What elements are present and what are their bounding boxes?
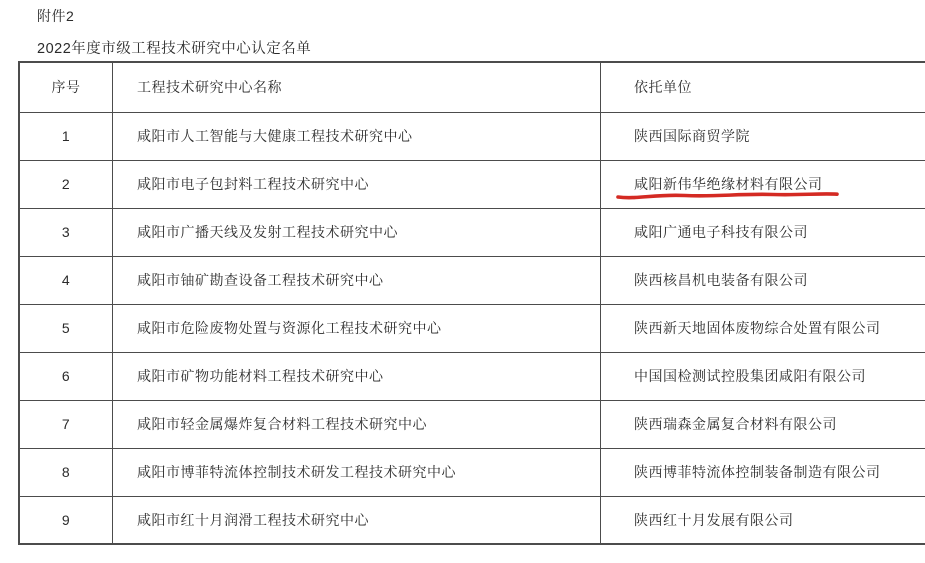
row-number-cell: 3: [19, 208, 113, 256]
table-row: [19, 160, 925, 208]
table-row: [19, 112, 925, 160]
table-row: [19, 400, 925, 448]
unit-cell: 陕西瑞森金属复合材料有限公司: [601, 400, 925, 448]
center-name-cell: 咸阳市红十月润滑工程技术研究中心: [113, 496, 601, 544]
research-center-table: [18, 61, 925, 545]
page-title: 2022年度市级工程技术研究中心认定名单: [37, 41, 312, 57]
table-row: [19, 304, 925, 352]
center-name-cell: 咸阳市博菲特流体控制技术研发工程技术研究中心: [113, 448, 601, 496]
row-number-cell: 7: [19, 400, 113, 448]
row-number-cell: 5: [19, 304, 113, 352]
unit-cell: [601, 160, 925, 208]
table-row: [19, 448, 925, 496]
header-center-name: 工程技术研究中心名称: [113, 62, 601, 112]
table-row: [19, 352, 925, 400]
row-number-cell: 4: [19, 256, 113, 304]
table-row: [19, 208, 925, 256]
center-name-cell: 咸阳市人工智能与大健康工程技术研究中心: [113, 112, 601, 160]
center-name-cell: 咸阳市电子包封料工程技术研究中心: [113, 160, 601, 208]
center-name-cell: 咸阳市危险废物处置与资源化工程技术研究中心: [113, 304, 601, 352]
center-name-cell: 咸阳市矿物功能材料工程技术研究中心: [113, 352, 601, 400]
row-number-cell: 1: [19, 112, 113, 160]
center-name-cell: 咸阳市轻金属爆炸复合材料工程技术研究中心: [113, 400, 601, 448]
table-row: [19, 256, 925, 304]
unit-cell: 中国国检测试控股集团咸阳有限公司: [601, 352, 925, 400]
attachment-label: 附件2: [37, 8, 75, 24]
unit-cell: 陕西新天地固体废物综合处置有限公司: [601, 304, 925, 352]
row-number-cell: 9: [19, 496, 113, 544]
unit-cell: 陕西红十月发展有限公司: [601, 496, 925, 544]
center-name-cell: 咸阳市广播天线及发射工程技术研究中心: [113, 208, 601, 256]
row-number-cell: 8: [19, 448, 113, 496]
center-name-cell: 咸阳市铀矿勘查设备工程技术研究中心: [113, 256, 601, 304]
row-number-cell: 6: [19, 352, 113, 400]
unit-cell: 陕西博菲特流体控制装备制造有限公司: [601, 448, 925, 496]
unit-cell: 陕西国际商贸学院: [601, 112, 925, 160]
header-serial-number: 序号: [19, 62, 113, 112]
unit-cell: 咸阳广通电子科技有限公司: [601, 208, 925, 256]
table-header-row: [19, 62, 925, 112]
table-row: [19, 496, 925, 544]
underlined-unit-text: 咸阳新伟华绝缘材料有限公司: [634, 176, 823, 192]
unit-cell: 陕西核昌机电装备有限公司: [601, 256, 925, 304]
header-supporting-unit: 依托单位: [601, 62, 925, 112]
row-number-cell: 2: [19, 160, 113, 208]
